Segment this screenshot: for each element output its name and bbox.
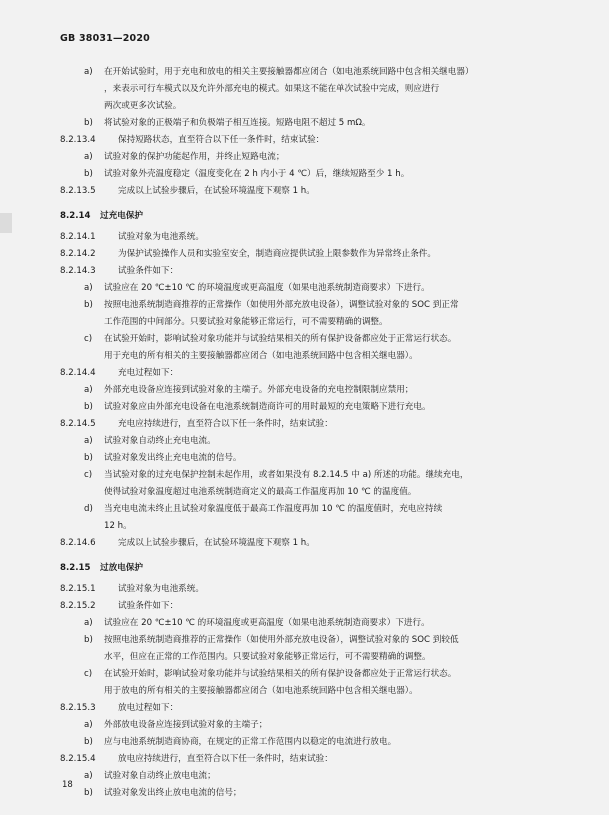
clause-text: 试验对象为电池系统。 (118, 232, 204, 242)
section-heading (60, 208, 560, 225)
item-text: 试验对象应由外部充电设备在电池系统制造商许可的用时最短的充电策略下进行充电。 (104, 402, 431, 412)
item-marker: b) (84, 300, 93, 310)
clause (60, 365, 560, 382)
continuation-line (60, 683, 560, 700)
page-number: 18 (62, 780, 73, 790)
item-text: 按照电池系统制造商推荐的正常操作（如使用外部充放电设备），调整试验对象的 SOC 到较低 (104, 635, 459, 645)
continuation-line (60, 484, 560, 501)
clause (60, 263, 560, 280)
clause-text: 放电应持续进行，直至符合以下任一条件时，结束试验： (118, 754, 333, 764)
item-marker: b) (84, 635, 93, 645)
item-text: 用于充电的所有相关的主要接触器都应闭合（如电池系统回路中包含相关继电器）。 (104, 351, 418, 361)
clause-number: 8.2.14.5 (60, 419, 96, 429)
list-item (60, 149, 560, 166)
item-text: 使得试验对象温度超过电池系统制造商定义的最高工作温度再加 10 ℃ 的温度值。 (104, 487, 417, 497)
item-text: 按照电池系统制造商推荐的正常操作（如使用外部充放电设备），调整试验对象的 SOC 到正常 (104, 300, 459, 310)
clause-text: 试验条件如下： (118, 266, 179, 276)
item-text: 试验对象自动终止充电电流。 (104, 436, 216, 446)
item-marker: a) (84, 67, 93, 77)
item-text: 在试验开始时，影响试验对象功能并与试验结果相关的所有保护设备都应处于正常运行状态。 (104, 334, 457, 344)
list-item (60, 666, 560, 683)
item-text: 两次或更多次试验。 (104, 101, 182, 111)
item-text: 在开始试验时，用于充电和放电的相关主要接触器都应闭合（如电池系统回路中包含相关继电器） (104, 67, 474, 77)
item-text: 在试验开始时，影响试验对象功能并与试验结果相关的所有保护设备都应处于正常运行状态。 (104, 669, 457, 679)
clause (60, 132, 560, 149)
continuation-line (60, 314, 560, 331)
item-marker: a) (84, 618, 93, 628)
clause-text: 放电过程如下： (118, 703, 179, 713)
clause-number: 8.2.15.4 (60, 754, 96, 764)
clause-text: 充电应持续进行，直至符合以下任一条件时，结束试验： (118, 419, 333, 429)
item-marker: b) (84, 788, 93, 798)
item-text: 水平，但应在正常的工作范围内。只要试验对象能够正常运行，可不需要精确的调整。 (104, 652, 431, 662)
clause (60, 246, 560, 263)
side-tab[interactable] (0, 213, 12, 233)
item-text: 应与电池系统制造商协商，在规定的正常工作范围内以稳定的电流进行放电。 (104, 737, 397, 747)
clause-number: 8.2.14.3 (60, 266, 96, 276)
clause (60, 598, 560, 615)
item-marker: c) (84, 334, 93, 344)
list-item (60, 64, 560, 81)
list-item (60, 632, 560, 649)
standard-code: GB 38031—2020 (60, 33, 150, 44)
clause-number: 8.2.15.2 (60, 601, 96, 611)
section-title: 过放电保护 (100, 563, 143, 573)
clause-text: 为保护试验操作人员和实验室安全，制造商应提供试验上限参数作为异常终止条件。 (118, 249, 436, 259)
item-marker: a) (84, 771, 93, 781)
list-item (60, 467, 560, 484)
item-marker: b) (84, 169, 93, 179)
list-item (60, 717, 560, 734)
section-heading (60, 560, 560, 577)
clause-text: 试验对象为电池系统。 (118, 584, 204, 594)
item-text: 工作范围的中间部分。只要试验对象能够正常运行，可不需要精确的调整。 (104, 317, 388, 327)
list-item (60, 280, 560, 297)
clause-text: 试验条件如下： (118, 601, 179, 611)
document-body (60, 64, 560, 802)
list-item (60, 297, 560, 314)
item-text: 试验对象的保护功能起作用，并终止短路电流； (104, 152, 285, 162)
clause (60, 183, 560, 200)
list-item (60, 768, 560, 785)
item-marker: d) (84, 504, 93, 514)
item-text: 试验对象发出终止充电电流的信号。 (104, 453, 242, 463)
continuation-line (60, 81, 560, 98)
clause (60, 416, 560, 433)
list-item (60, 785, 560, 802)
clause-number: 8.2.14.2 (60, 249, 96, 259)
item-marker: b) (84, 118, 93, 128)
clause (60, 751, 560, 768)
item-text: 外部充电设备应连接到试验对象的主端子。外部充电设备的充电控制限制应禁用； (104, 385, 414, 395)
item-text: 用于放电的所有相关的主要接触器都应闭合（如电池系统回路中包含相关继电器）。 (104, 686, 418, 696)
list-item (60, 382, 560, 399)
section-number: 8.2.14 (60, 211, 91, 221)
item-text: 当试验对象的过充电保护控制未起作用，或者如果没有 8.2.14.5 中 a) 所述的功能。继续充电， (104, 470, 469, 480)
item-marker: b) (84, 737, 93, 747)
item-marker: a) (84, 152, 93, 162)
clause (60, 535, 560, 552)
clause-text: 充电过程如下： (118, 368, 179, 378)
item-text: 试验对象自动终止放电电流； (104, 771, 216, 781)
clause-number: 8.2.14.4 (60, 368, 96, 378)
item-text: 试验对象外壳温度稳定（温度变化在 2 h 内小于 4 ℃）后，继续短路至少 1 h。 (104, 169, 410, 179)
clause (60, 581, 560, 598)
list-item (60, 331, 560, 348)
section-number: 8.2.15 (60, 563, 91, 573)
item-text: 将试验对象的正极端子和负极端子相互连接。短路电阻不超过 5 mΩ。 (104, 118, 371, 128)
item-marker: b) (84, 402, 93, 412)
item-marker: c) (84, 669, 93, 679)
item-text: 试验对象发出终止放电电流的信号； (104, 788, 242, 798)
list-item (60, 433, 560, 450)
item-text: 试验应在 20 ℃±10 ℃ 的环境温度或更高温度（如果电池系统制造商要求）下进行。 (104, 283, 430, 293)
continuation-line (60, 649, 560, 666)
continuation-line (60, 348, 560, 365)
list-item (60, 734, 560, 751)
list-item (60, 615, 560, 632)
clause-number: 8.2.13.4 (60, 135, 96, 145)
list-item (60, 166, 560, 183)
item-text: 当充电电流未终止且试验对象温度低于最高工作温度再加 10 ℃ 的温度值时，充电应持续 (104, 504, 443, 514)
list-item (60, 399, 560, 416)
clause-text: 完成以上试验步骤后，在试验环境温度下观察 1 h。 (118, 538, 315, 548)
section-title: 过充电保护 (100, 211, 143, 221)
clause-number: 8.2.15.3 (60, 703, 96, 713)
clause-number: 8.2.15.1 (60, 584, 96, 594)
item-marker: c) (84, 470, 93, 480)
item-marker: a) (84, 283, 93, 293)
clause (60, 229, 560, 246)
item-marker: a) (84, 385, 93, 395)
item-marker: a) (84, 436, 93, 446)
clause-number: 8.2.14.1 (60, 232, 96, 242)
item-text: 12 h。 (104, 521, 132, 531)
list-item (60, 115, 560, 132)
clause-number: 8.2.13.5 (60, 186, 96, 196)
continuation-line (60, 518, 560, 535)
clause-number: 8.2.14.6 (60, 538, 96, 548)
clause-text: 完成以上试验步骤后，在试验环境温度下观察 1 h。 (118, 186, 315, 196)
item-marker: b) (84, 453, 93, 463)
item-text: 试验应在 20 ℃±10 ℃ 的环境温度或更高温度（如果电池系统制造商要求）下进行。 (104, 618, 430, 628)
clause-text: 保持短路状态，直至符合以下任一条件时，结束试验： (118, 135, 325, 145)
list-item (60, 501, 560, 518)
list-item (60, 450, 560, 467)
item-text: ，来表示可行车模式以及允许外部充电的模式。如果这不能在单次试验中完成，则应进行 (104, 84, 440, 94)
continuation-line (60, 98, 560, 115)
clause (60, 700, 560, 717)
item-text: 外部放电设备应连接到试验对象的主端子； (104, 720, 268, 730)
item-marker: a) (84, 720, 93, 730)
